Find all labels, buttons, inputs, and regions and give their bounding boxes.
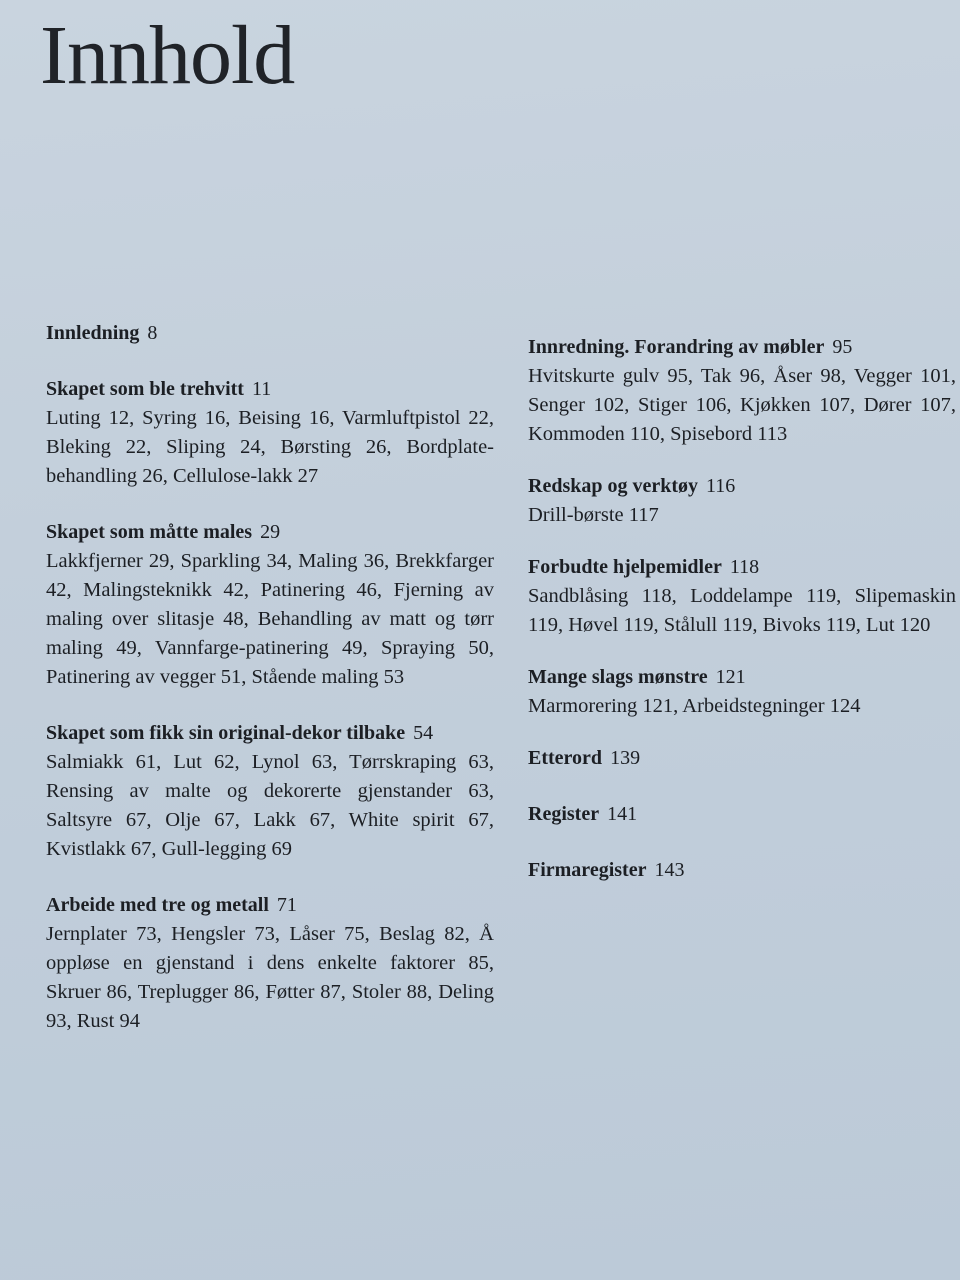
toc-entry xyxy=(528,799,956,829)
toc-entry-title: Innledning xyxy=(46,322,140,344)
toc-entry-title: Register xyxy=(528,803,600,825)
toc-entry-title: Redskap og verktøy xyxy=(528,475,699,497)
toc-entry-title: Firmaregister xyxy=(528,859,647,881)
toc-entry-page: 118 xyxy=(729,556,760,578)
toc-entry-title: Forbudte hjelpemidler xyxy=(528,556,722,578)
toc-entry-subtopics: Jernplater 73, Hengsler 73, Låser 75, Beslag 82, Å oppløse en gjenstand i dens enkelte faktorer 85, Skruer 86, Treplugger 86, Føtter 87, Stoler 88, Deling 93, Rust 94 xyxy=(46,923,494,1032)
toc-entry-page: 143 xyxy=(654,859,685,881)
toc-entry-page: 11 xyxy=(251,378,272,400)
toc-right-column xyxy=(528,332,956,911)
toc-entry xyxy=(46,374,494,491)
toc-entry xyxy=(528,743,956,773)
toc-entry-title: Arbeide med tre og metall xyxy=(46,894,269,916)
toc-entry xyxy=(46,718,494,864)
toc-entry-heading xyxy=(528,743,956,773)
toc-entry-subtopics: Drill-børste 117 xyxy=(528,504,659,526)
toc-entry-page: 8 xyxy=(147,322,158,344)
toc-entry-title: Mange slags mønstre xyxy=(528,666,708,688)
toc-entry-title: Skapet som fikk sin original-dekor tilbake xyxy=(46,722,406,744)
toc-entry-page: 116 xyxy=(706,475,736,497)
toc-entry-page: 71 xyxy=(276,894,297,916)
toc-entry-heading xyxy=(46,318,494,348)
toc-entry-subtopics: Lakkfjerner 29, Sparkling 34, Maling 36, Brekkfarger 42, Malingsteknikk 42, Patinering 46, Fjerning av maling over slitasje 48, Behandling av matt og tørr maling 49, Vannfarge-patinering 49, Spraying 50, Patinering av vegger 51, Stående maling 53 xyxy=(46,550,494,688)
toc-entry-heading xyxy=(46,517,494,547)
toc-entry-page: 29 xyxy=(260,521,281,543)
toc-entry-heading xyxy=(528,855,956,885)
toc-entry-page: 139 xyxy=(610,747,641,769)
toc-entry-title: Innredning. Forandring av møbler xyxy=(528,336,825,358)
toc-entry-heading xyxy=(528,471,956,501)
toc-entry xyxy=(528,662,956,721)
toc-entry-heading xyxy=(528,552,956,582)
toc-left-column xyxy=(46,318,494,1062)
toc-entry-page: 95 xyxy=(832,336,853,358)
toc-entry-heading xyxy=(528,332,956,362)
toc-entry-title: Skapet som ble trehvitt xyxy=(46,378,244,400)
toc-entry xyxy=(528,552,956,640)
toc-entry-page: 121 xyxy=(715,666,746,688)
toc-entry xyxy=(46,890,494,1036)
toc-entry-page: 141 xyxy=(607,803,638,825)
toc-entry xyxy=(528,332,956,449)
toc-entry-heading xyxy=(46,890,494,920)
toc-entry xyxy=(528,855,956,885)
toc-entry-heading xyxy=(528,799,956,829)
toc-entry-heading xyxy=(528,662,956,692)
toc-entry-subtopics: Sandblåsing 118, Loddelampe 119, Slipemaskin 119, Høvel 119, Stålull 119, Bivoks 119, Lut 120 xyxy=(528,585,956,636)
toc-entry-title: Skapet som måtte males xyxy=(46,521,253,543)
toc-entry-heading xyxy=(46,718,494,748)
toc-entry-subtopics: Marmorering 121, Arbeidstegninger 124 xyxy=(528,695,861,717)
toc-entry xyxy=(528,471,956,530)
toc-entry-heading xyxy=(46,374,494,404)
toc-entry-subtopics: Salmiakk 61, Lut 62, Lynol 63, Tørrskraping 63, Rensing av malte og dekorerte gjenstander 63, Saltsyre 67, Olje 67, Lakk 67, White spirit 67, Kvistlakk 67, Gull-legging 69 xyxy=(46,751,494,860)
toc-entry-title: Etterord xyxy=(528,747,603,769)
toc-entry xyxy=(46,517,494,692)
toc-entry-subtopics: Luting 12, Syring 16, Beising 16, Varmluftpistol 22, Bleking 22, Sliping 24, Børsting 26, Bordplate-behandling 26, Cellulose-lakk 27 xyxy=(46,407,494,487)
toc-entry xyxy=(46,318,494,348)
page-title: Innhold xyxy=(40,9,295,102)
toc-entry-page: 54 xyxy=(413,722,434,744)
toc-entry-subtopics: Hvitskurte gulv 95, Tak 96, Åser 98, Vegger 101, Senger 102, Stiger 106, Kjøkken 107, Dører 107, Kommoden 110, Spisebord 113 xyxy=(528,365,956,445)
